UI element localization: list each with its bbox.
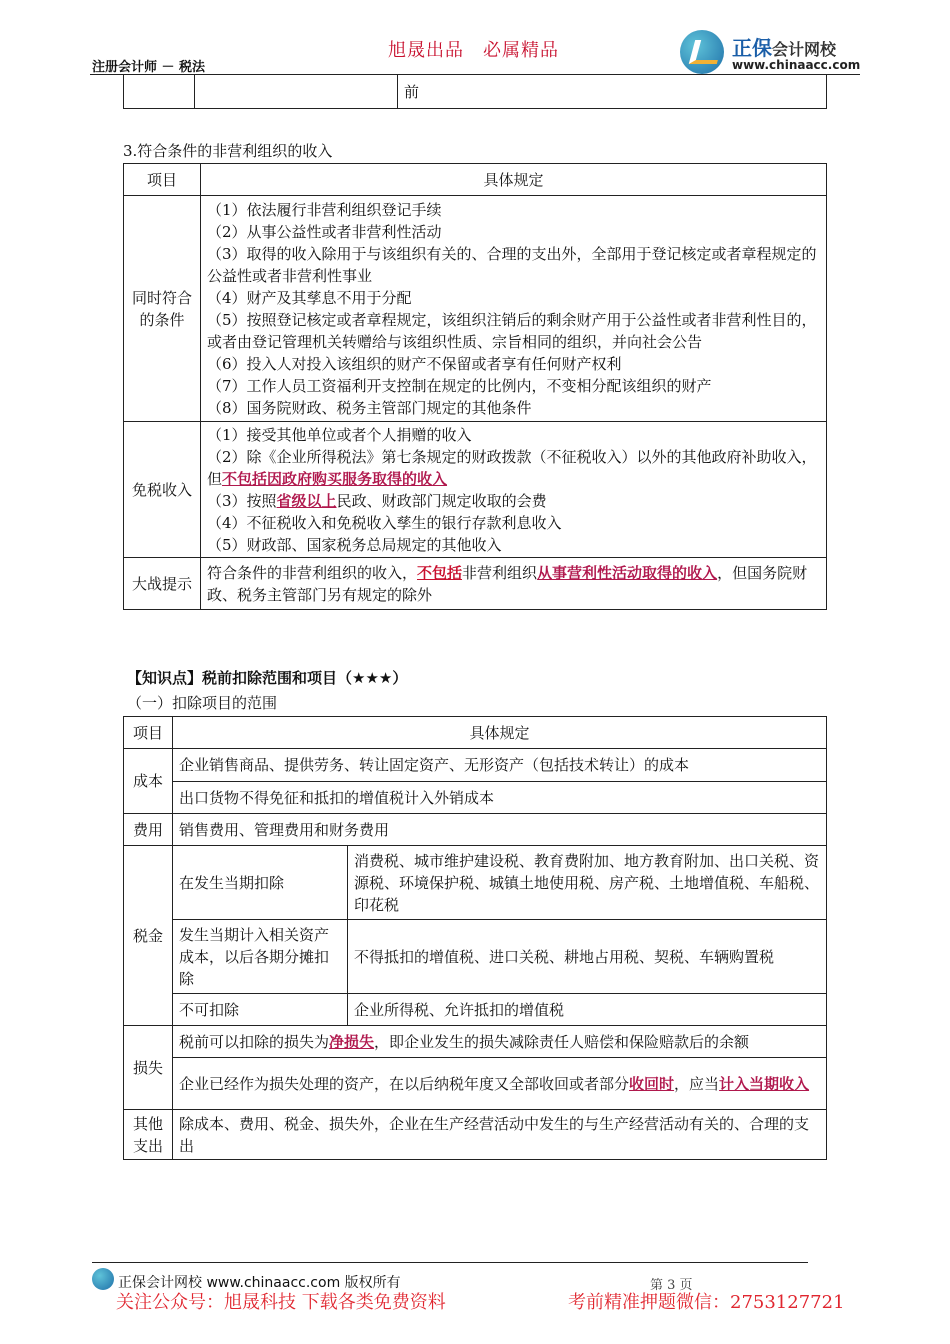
- condition-line: （5）按照登记核定或者章程规定，该组织注销后的剩余财产用于公益性或者非营利性目的，或者由登记管理机关转赠给与该组织性质、宗旨相同的组织，并向社会公告: [207, 310, 817, 351]
- exempt-line: （4）不征税收入和免税收入孳生的银行存款利息收入: [207, 513, 562, 532]
- row-label-expense: 费用: [124, 814, 173, 846]
- previous-table-fragment: [123, 74, 827, 109]
- exempt-line: （1）接受其他单位或者个人捐赠的收入: [207, 425, 472, 444]
- logo-name: 正保会计网校: [732, 36, 837, 60]
- tax-items: 消费税、城市维护建设税、教育费附加、地方教育附加、出口关税、资源税、环境保护税、城镇土地使用税、房产税、土地增值税、车船税、印花税: [348, 846, 827, 920]
- row-label-loss: 损失: [124, 1026, 173, 1110]
- row-label-exempt-income: 免税收入: [124, 422, 201, 558]
- tax-type: 发生当期计入相关资产成本，以后各期分摊扣除: [173, 920, 348, 994]
- tax-type: 不可扣除: [173, 994, 348, 1026]
- conditions-cell: [201, 196, 827, 422]
- highlight-excluded-purchase: 不包括因政府购买服务取得的收入: [222, 469, 448, 488]
- exempt-line: （3）按照省级以上民政、财政部门规定收取的会费: [207, 491, 547, 510]
- footer-divider: [92, 1262, 808, 1263]
- chinaacc-logo-icon: [680, 30, 724, 74]
- logo-url: www.chinaacc.com: [732, 58, 861, 72]
- footer-promo-left: 关注公众号：旭晟科技 下载各类免费资料: [116, 1292, 446, 1313]
- highlight-current-income: 计入当期收入: [719, 1074, 810, 1093]
- deduction-scope-table: [123, 716, 827, 1160]
- highlight-provincial: 省级以上: [276, 491, 337, 510]
- row-label-tip: 大战提示: [124, 558, 201, 610]
- loss-rule: 企业已经作为损失处理的资产，在以后纳税年度又全部收回或者部分收回时，应当计入当期收入: [173, 1058, 827, 1110]
- section3-title: 3.符合条件的非营利组织的收入: [123, 142, 333, 160]
- header-course-title: 注册会计师 － 税法: [92, 60, 206, 75]
- footer-logo-icon: [92, 1268, 114, 1290]
- page-number: 第 3 页: [650, 1278, 693, 1293]
- col-header-item: 项目: [124, 164, 201, 196]
- condition-line: （2）从事公益性或者非营利性活动: [207, 222, 442, 241]
- tax-items: 企业所得税、允许抵扣的增值税: [348, 994, 827, 1026]
- condition-line: （4）财产及其孳息不用于分配: [207, 288, 412, 307]
- nonprofit-income-table: [123, 163, 827, 610]
- condition-line: （6）投入人对投入该组织的财产不保留或者享有任何财产权利: [207, 354, 622, 373]
- highlight-recovered: 收回时: [629, 1074, 675, 1093]
- header-slogan: 旭晟出品 必属精品: [388, 40, 559, 61]
- col-header-rule: 具体规定: [173, 717, 827, 749]
- expense-rule: 销售费用、管理费用和财务费用: [173, 814, 827, 846]
- deduction-scope-subtitle: （一）扣除项目的范围: [127, 694, 278, 712]
- tax-items: 不得抵扣的增值税、进口关税、耕地占用税、契税、车辆购置税: [348, 920, 827, 994]
- condition-line: （7）工作人员工资福利开支控制在规定的比例内，不变相分配该组织的财产: [207, 376, 712, 395]
- exempt-line: （5）财政部、国家税务总局规定的其他收入: [207, 535, 502, 554]
- exempt-income-cell: [201, 422, 827, 558]
- condition-line: （3）取得的收入除用于与该组织有关的、合理的支出外，全部用于登记核定或者章程规定的公益性或者非营利性事业: [207, 244, 817, 285]
- fragment-cell: 前: [398, 75, 827, 109]
- cost-rule: 企业销售商品、提供劳务、转让固定资产、无形资产（包括技术转让）的成本: [173, 749, 827, 782]
- tax-type: 在发生当期扣除: [173, 846, 348, 920]
- condition-line: （8）国务院财政、税务主管部门规定的其他条件: [207, 398, 532, 417]
- row-label-other: 其他支出: [124, 1110, 173, 1160]
- col-header-item: 项目: [124, 717, 173, 749]
- col-header-rule: 具体规定: [201, 164, 827, 196]
- highlight-profit-activity: 从事营利性活动取得的收入: [537, 563, 718, 582]
- footer-promo-right: 考前精准押题微信：2753127721: [568, 1292, 845, 1313]
- cost-rule: 出口货物不得免征和抵扣的增值税计入外销成本: [173, 782, 827, 814]
- row-label-cost: 成本: [124, 749, 173, 814]
- highlight-net-loss: 净损失: [329, 1032, 375, 1051]
- other-rule: 除成本、费用、税金、损失外，企业在生产经营活动中发生的与生产经营活动有关的、合理的支出: [173, 1110, 827, 1160]
- exempt-line: （2）除《企业所得税法》第七条规定的财政拨款（不征税收入）以外的其他政府补助收入，但不包括因政府购买服务取得的收入: [207, 447, 817, 488]
- tip-cell: 符合条件的非营利组织的收入，不包括非营利组织从事营利性活动取得的收入，但国务院财政、税务主管部门另有规定的除外: [201, 558, 827, 610]
- row-label-tax: 税金: [124, 846, 173, 1026]
- row-label-conditions: 同时符合的条件: [124, 196, 201, 422]
- highlight-not-include: 不包括: [417, 563, 463, 582]
- knowledge-point-title: 【知识点】税前扣除范围和项目（★★★）: [127, 669, 408, 687]
- condition-line: （1）依法履行非营利组织登记手续: [207, 200, 442, 219]
- footer-copyright: 正保会计网校 www.chinaacc.com 版权所有: [118, 1275, 401, 1291]
- loss-rule: 税前可以扣除的损失为净损失，即企业发生的损失减除责任人赔偿和保险赔款后的余额: [173, 1026, 827, 1058]
